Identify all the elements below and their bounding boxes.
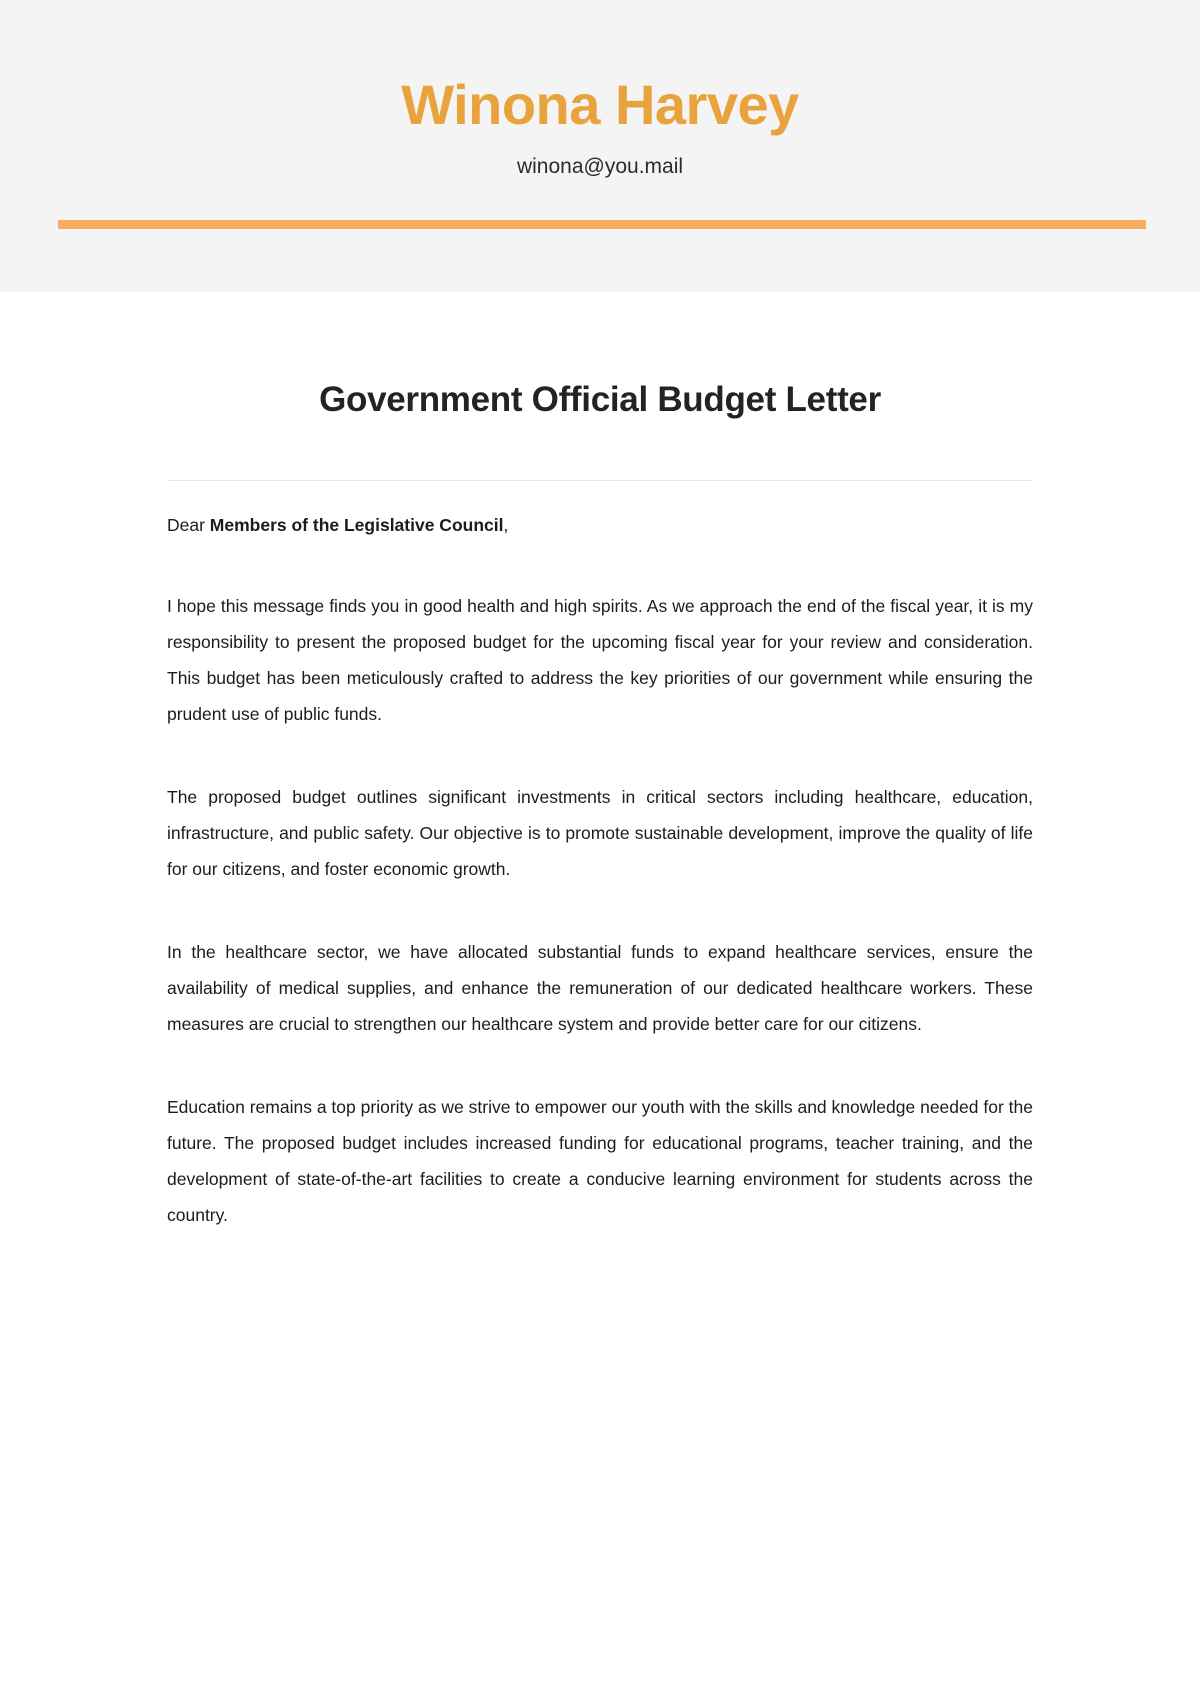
letter-paragraph: In the healthcare sector, we have allocated substantial funds to expand healthcare services, ensure the availability of medical supplies, and enhance the remuneration of our dedicated healthcare workers. These measures are crucial to strengthen our healthcare system and provide better care for our citizens.	[167, 942, 1033, 1034]
letter-paragraph: Education remains a top priority as we strive to empower our youth with the skills and knowledge needed for the future. The proposed budget includes increased funding for educational programs, teacher training, and the development of state-of-the-art facilities to create a conducive learning environment for students across the country.	[167, 1097, 1033, 1225]
letterhead-band	[0, 0, 1200, 292]
letter-body	[0, 292, 1200, 1233]
salutation-suffix: ,	[503, 515, 509, 535]
accent-divider-bar	[58, 220, 1146, 229]
salutation	[167, 489, 1033, 541]
salutation-recipient: Members of the Legislative Council	[209, 515, 504, 535]
sender-email: winona@you.mail	[516, 155, 684, 178]
page-title: Government Official Budget Letter	[319, 380, 881, 419]
letter-paragraph: I hope this message finds you in good health and high spirits. As we approach the end of the fiscal year, it is my responsibility to present the proposed budget for the upcoming fiscal year for your review and consideration. This budget has been meticulously crafted to address the key priorities of our government while ensuring the prudent use of public funds.	[167, 596, 1033, 724]
letter-paragraph: The proposed budget outlines significant investments in critical sectors including healthcare, education, infrastructure, and public safety. Our objective is to promote sustainable development, improve the quality of life for our citizens, and foster economic growth.	[167, 787, 1033, 879]
salutation-prefix: Dear	[167, 515, 210, 535]
sender-name: Winona Harvey	[401, 73, 799, 136]
letter-content	[167, 481, 1033, 1233]
